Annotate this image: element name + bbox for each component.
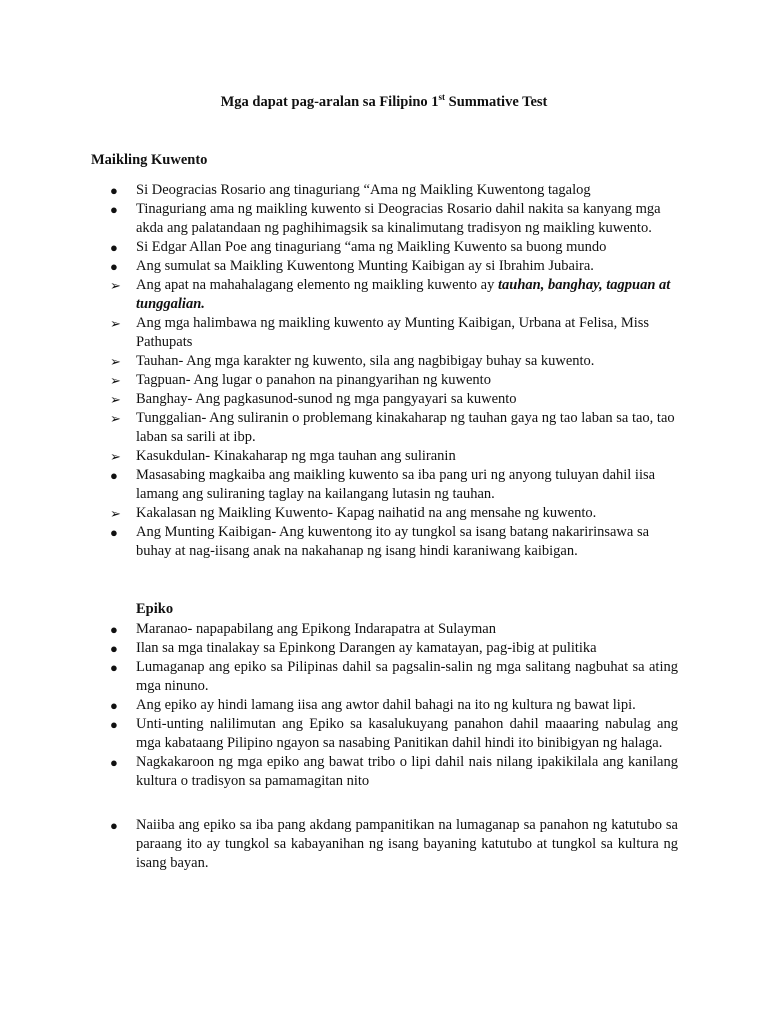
title-superscript: st <box>438 92 446 102</box>
list-item: ● Ang epiko ay hindi lamang iisa ang awtor dahil bahagi na ito ng kultura ng bawat lipi. <box>110 697 636 713</box>
bullet-icon: ● <box>110 202 118 217</box>
list-item: ● Si Edgar Allan Poe ang tinaguriang “ama ng Maikling Kuwento sa buong mundo <box>110 239 607 255</box>
bullet-icon: ● <box>110 183 118 198</box>
title-text: Mga dapat pag-aralan sa Filipino 1 <box>220 93 439 110</box>
arrow-bullet-icon: ➢ <box>110 506 121 521</box>
list-item: ➢ Kakalasan ng Maikling Kuwento- Kapag naihatid na ang mensahe ng kuwento. <box>110 505 597 521</box>
list-item: ● Ang sumulat sa Maikling Kuwentong Munting Kaibigan ay si Ibrahim Jubaira. <box>110 258 594 274</box>
list-item: ● Nagkakaroon ng mga epiko ang bawat tribo o lipi dahil nais nilang ipakikilala ang kanilang kultura o tradisyon sa pamamagitan nito <box>110 754 678 789</box>
section-heading-maikling-kuwento: Maikling Kuwento <box>91 152 208 168</box>
bullet-icon: ● <box>110 698 118 713</box>
bullet-icon: ● <box>110 660 118 675</box>
list-item: ➢ Kasukdulan- Kinakaharap ng mga tauhan ang suliranin <box>110 448 456 464</box>
arrow-bullet-icon: ➢ <box>110 316 121 331</box>
bullet-icon: ● <box>110 525 118 540</box>
bullet-icon: ● <box>110 755 118 770</box>
epiko-list <box>110 620 678 791</box>
epiko-list-continued <box>110 816 678 873</box>
arrow-bullet-icon: ➢ <box>110 354 121 369</box>
bullet-icon: ● <box>110 622 118 637</box>
list-item: ➢ Ang mga halimbawa ng maikling kuwento ay Munting Kaibigan, Urbana at Felisa, Miss Pathupats <box>110 315 650 350</box>
list-item: ➢ Tunggalian- Ang suliranin o problemang kinakaharap ng tauhan gaya ng tao laban sa tao, tao laban sa sarili at ibp. <box>110 410 675 445</box>
list-item: ● Si Deogracias Rosario ang tinaguriang “Ama ng Maikling Kuwentong tagalog <box>110 182 591 198</box>
list-item: ● Naiiba ang epiko sa iba pang akdang pampanitikan na lumaganap sa panahon ng katutubo sa paraang ito ay tungkol sa kabayanihan ng isang bayaning katutubo at tungkol sa kultura ng isang bayan. <box>110 817 678 871</box>
list-item: ➢ Tauhan- Ang mga karakter ng kuwento, sila ang nagbibigay buhay sa kuwento. <box>110 353 595 369</box>
list-item: ➢ Banghay- Ang pagkasunod-sunod ng mga pangyayari sa kuwento <box>110 391 517 407</box>
list-item: ➢ Tagpuan- Ang lugar o panahon na pinangyarihan ng kuwento <box>110 372 491 388</box>
maikling-kuwento-list <box>110 181 678 561</box>
bullet-icon: ● <box>110 468 118 483</box>
arrow-bullet-icon: ➢ <box>110 449 121 464</box>
arrow-bullet-icon: ➢ <box>110 278 121 293</box>
list-item: ● Unti-unting nalilimutan ang Epiko sa kasalukuyang panahon dahil maaaring nabulag ang mga kabataang Pilipino ngayon sa nasabing Panitikan dahil hindi ito binibigyan ng halaga. <box>110 716 678 751</box>
list-item: ● Lumaganap ang epiko sa Pilipinas dahil sa pagsalin-salin ng mga salitang nagbuhat sa ating mga ninuno. <box>110 659 678 694</box>
arrow-bullet-icon: ➢ <box>110 411 121 426</box>
arrow-bullet-icon: ➢ <box>110 392 121 407</box>
list-item: ● Ang Munting Kaibigan- Ang kuwentong ito ay tungkol sa isang batang nakaririnsawa sa buhay at nag-iisang anak na nakahanap ng isang hindi karaniwang kaibigan. <box>110 524 650 559</box>
elements-emphasis: tauhan, banghay, tagpuan at tunggalian <box>136 277 671 312</box>
arrow-bullet-icon: ➢ <box>110 373 121 388</box>
list-item: ● Tinaguriang ama ng maikling kuwento si Deogracias Rosario dahil nakita sa kanyang mga akda ang palatandaan ng paghihimagsik sa kinalimutang tradisyon ng maikling kuwento. <box>110 201 661 236</box>
bullet-icon: ● <box>110 259 118 274</box>
list-item: ● Maranao- napapabilang ang Epikong Indarapatra at Sulayman <box>110 621 496 637</box>
list-item: ● Ilan sa mga tinalakay sa Epinkong Darangen ay kamatayan, pag-ibig at pulitika <box>110 640 597 656</box>
list-item: ➢ Ang apat na mahahalagang elemento ng maikling kuwento ay tauhan, banghay, tagpuan at tunggalian. <box>110 277 671 312</box>
bullet-icon: ● <box>110 717 118 732</box>
list-item: ● Masasabing magkaiba ang maikling kuwento sa iba pang uri ng anyong tuluyan dahil iisa lamang ang suliraning taglay na kailangang lutasin ng tauhan. <box>110 467 656 502</box>
title-text-rest: Summative Test <box>445 93 548 110</box>
bullet-icon: ● <box>110 641 118 656</box>
bullet-icon: ● <box>110 240 118 255</box>
document-title <box>0 92 768 111</box>
section-heading-epiko: Epiko <box>136 601 174 617</box>
bullet-icon: ● <box>110 818 118 833</box>
